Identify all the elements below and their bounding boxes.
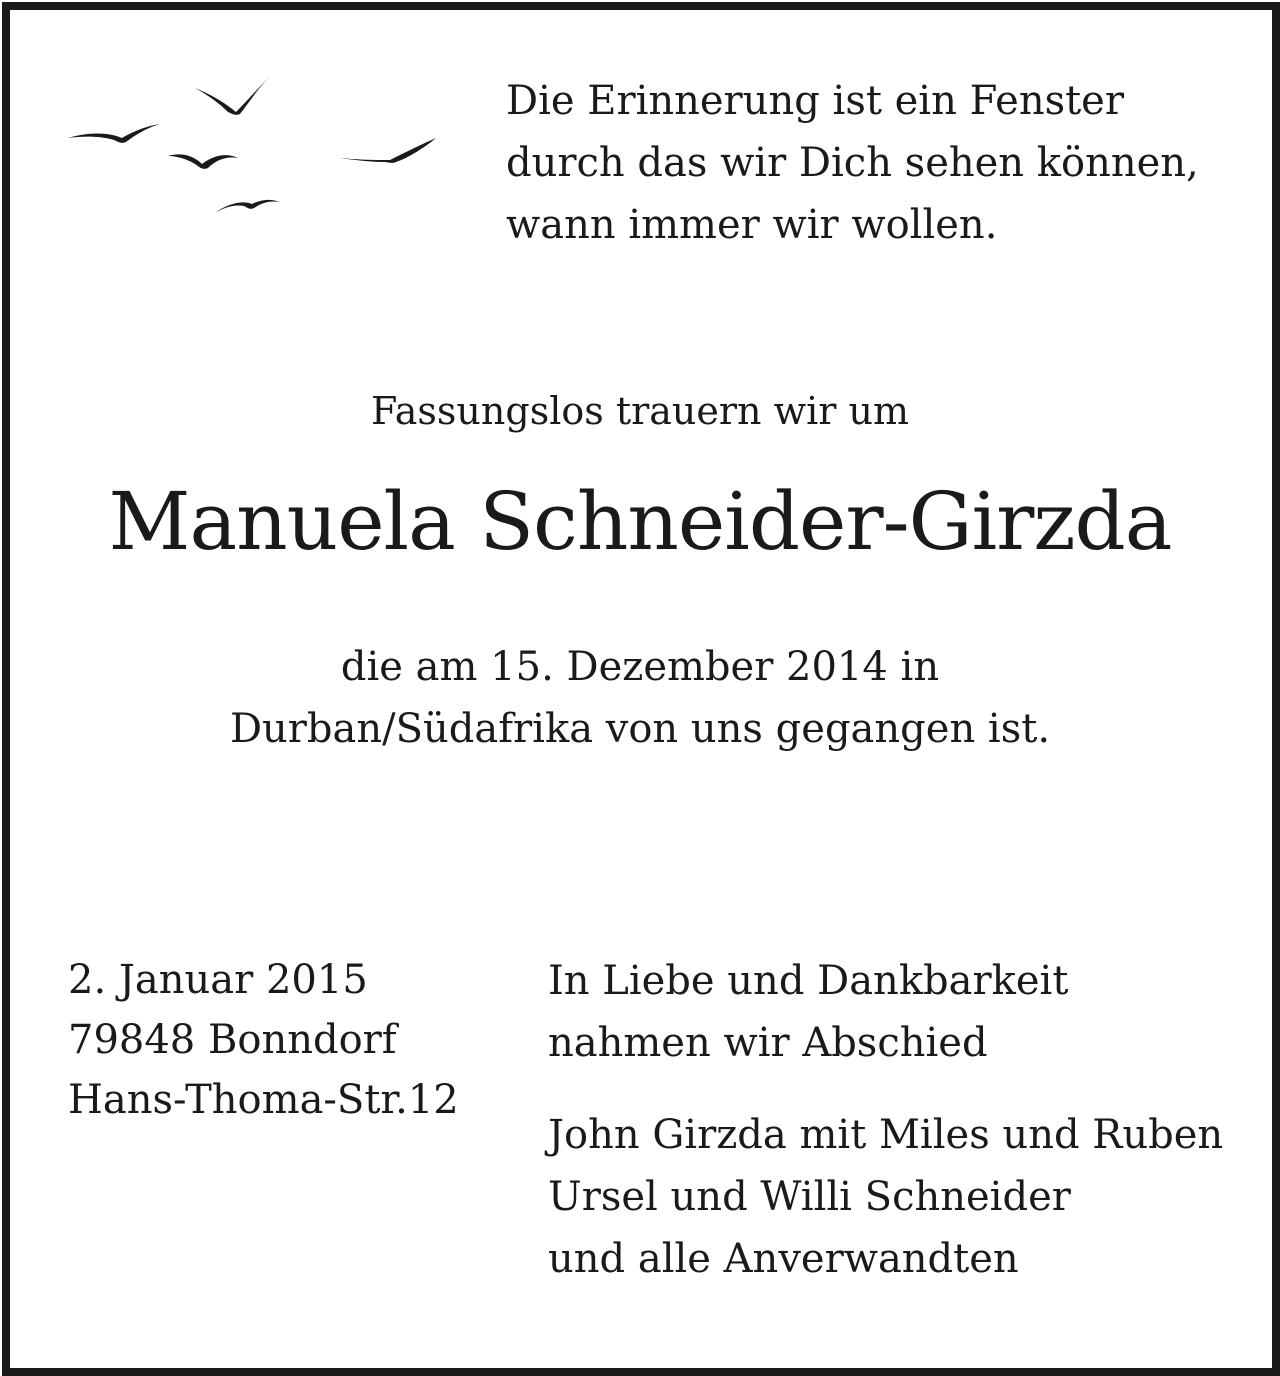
mourner-line: und alle Anverwandten [548, 1236, 1019, 1282]
address-street: Hans-Thoma-Str.12 [68, 1077, 459, 1123]
quote-line: wann immer wir wollen. [506, 202, 998, 248]
memorial-quote [506, 70, 1246, 256]
farewell-line: In Liebe und Dankbarkeit [548, 958, 1069, 1004]
passing-statement [0, 636, 1280, 760]
passing-line: Durban/Südafrika von uns gegangen ist. [229, 706, 1051, 752]
quote-line: durch das wir Dich sehen können, [506, 140, 1199, 186]
farewell-line: nahmen wir Abschied [548, 1020, 988, 1066]
address-city: 79848 Bonndorf [68, 1017, 397, 1063]
date-and-address [68, 950, 508, 1130]
passing-line: die am 15. Dezember 2014 in [340, 644, 940, 690]
flying-birds-icon [60, 64, 450, 234]
mourner-line: John Girzda mit Miles und Ruben [548, 1112, 1224, 1158]
mourning-intro: Fassungslos trauern wir um [370, 389, 910, 433]
mourner-line: Ursel und Willi Schneider [548, 1174, 1071, 1220]
deceased-name: Manuela Schneider-Girzda [108, 475, 1172, 568]
mourners-list [548, 1104, 1248, 1290]
quote-line: Die Erinnerung ist ein Fenster [506, 78, 1124, 124]
notice-date: 2. Januar 2015 [68, 957, 368, 1003]
farewell-statement [548, 950, 1248, 1074]
